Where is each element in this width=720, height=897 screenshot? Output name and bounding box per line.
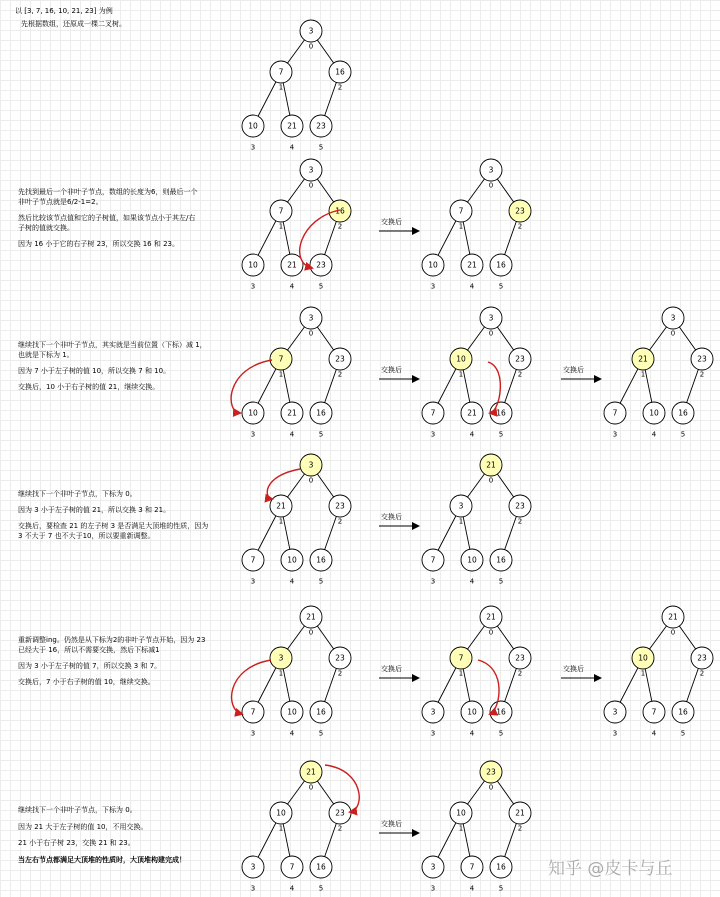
tree-edge	[645, 370, 652, 402]
tree-edge	[620, 369, 638, 403]
node-value: 16	[496, 555, 506, 565]
node-value: 3	[430, 862, 436, 872]
node-value: 23	[316, 260, 326, 270]
node-index-label: 1	[458, 517, 464, 526]
node-index-label: 0	[670, 329, 676, 338]
tree-edge	[497, 626, 513, 649]
tree-edge	[505, 221, 517, 254]
tree-edge	[467, 179, 484, 202]
node-index-label: 3	[430, 430, 436, 439]
section-1-tree-0	[242, 307, 351, 439]
tree-edge	[325, 82, 337, 115]
node-value: 7	[278, 206, 284, 216]
tree-edge	[687, 369, 699, 402]
tree-edge	[317, 626, 333, 649]
tree-edge	[258, 516, 276, 550]
node-value: 7	[651, 707, 657, 717]
node-value: 3	[278, 653, 284, 663]
node-index-label: 2	[517, 824, 523, 833]
node-value: 7	[278, 67, 284, 77]
section-3-tree-1	[422, 606, 531, 738]
node-value: 3	[308, 460, 314, 470]
node-value: 23	[335, 653, 345, 663]
node-value: 10	[467, 707, 477, 717]
node-index-label: 2	[337, 222, 343, 231]
node-index-label: 0	[308, 476, 314, 485]
node-value: 10	[276, 808, 286, 818]
tree-edge	[497, 327, 513, 350]
node-index-label: 2	[337, 517, 343, 526]
node-index-label: 0	[488, 476, 494, 485]
section-note: 当左右节点都满足大顶堆的性质时，大顶堆构建完成！	[18, 856, 186, 864]
node-value: 3	[488, 313, 494, 323]
swap-label: 交换后	[381, 366, 402, 374]
node-value: 7	[289, 862, 295, 872]
node-value: 7	[250, 707, 256, 717]
swap-label: 交换后	[381, 820, 402, 828]
node-index-label: 1	[278, 669, 284, 678]
node-index-label: 4	[651, 430, 657, 439]
node-index-label: 2	[699, 370, 705, 379]
node-value: 3	[308, 26, 314, 36]
section-note: 因为 21 大于左子树的值 10，不用交换。	[18, 823, 148, 831]
node-value: 3	[670, 313, 676, 323]
node-index-label: 1	[458, 370, 464, 379]
node-value: 23	[335, 808, 345, 818]
node-index-label: 0	[308, 628, 314, 637]
section-note: 21 小于右子树 23，交换 21 和 23。	[18, 839, 135, 847]
section-1-tree-1	[422, 307, 531, 439]
section-2-tree-0	[242, 454, 351, 586]
node-index-label: 1	[640, 370, 646, 379]
tree-edge	[317, 40, 333, 63]
tree-edge	[467, 474, 484, 497]
swap-arrow-0-a	[379, 217, 419, 231]
node-value: 21	[486, 612, 496, 622]
node-value: 7	[430, 408, 436, 418]
tree-edge	[645, 669, 652, 701]
section-note: 已经大于 16，所以不需要交换，然后下标减1	[18, 646, 160, 654]
tree-edge	[620, 668, 638, 702]
node-index-label: 4	[469, 577, 475, 586]
node-index-label: 3	[430, 729, 436, 738]
node-value: 21	[306, 612, 316, 622]
node-value: 21	[276, 501, 286, 511]
node-index-label: 1	[278, 222, 284, 231]
node-index-label: 0	[308, 42, 314, 51]
node-value: 23	[515, 501, 525, 511]
node-index-label: 3	[250, 884, 256, 893]
node-index-label: 2	[517, 669, 523, 678]
node-index-label: 3	[250, 577, 256, 586]
zhihu-watermark: 知乎 @皮卡与丘	[548, 859, 673, 879]
tree-edge	[325, 516, 337, 549]
tree-edge	[438, 668, 456, 702]
section-note: 交换后，要检查 21 的左子树 3 是否满足大顶堆的性质，因为	[18, 522, 209, 530]
node-value: 10	[456, 808, 466, 818]
node-index-label: 5	[680, 729, 686, 738]
node-index-label: 1	[278, 517, 284, 526]
node-value: 3	[250, 862, 256, 872]
node-value: 23	[486, 767, 496, 777]
tree-edge	[283, 824, 290, 856]
tree-edge	[463, 517, 470, 549]
node-value: 16	[678, 408, 688, 418]
node-value: 3	[488, 165, 494, 175]
node-value: 3	[308, 165, 314, 175]
node-value: 16	[335, 206, 345, 216]
tree-edge	[679, 327, 695, 350]
intro-tree	[242, 20, 351, 152]
node-value: 21	[306, 767, 316, 777]
node-value: 21	[467, 408, 477, 418]
node-value: 7	[250, 555, 256, 565]
node-value: 3	[612, 707, 618, 717]
node-index-label: 5	[318, 729, 324, 738]
node-value: 7	[458, 653, 464, 663]
node-index-label: 1	[278, 370, 284, 379]
node-index-label: 3	[612, 729, 618, 738]
node-value: 16	[496, 408, 506, 418]
node-value: 10	[428, 260, 438, 270]
node-index-label: 2	[517, 517, 523, 526]
node-value: 23	[335, 501, 345, 511]
node-value: 21	[638, 354, 648, 364]
node-index-label: 3	[430, 577, 436, 586]
tree-edge	[463, 824, 470, 856]
node-index-label: 0	[308, 181, 314, 190]
node-index-label: 5	[318, 143, 324, 152]
node-index-label: 4	[651, 729, 657, 738]
tree-edge	[287, 179, 304, 202]
tree-edge	[317, 179, 333, 202]
page-title: 以 [3, 7, 16, 10, 21, 23] 为例	[15, 7, 113, 15]
tree-edge	[283, 517, 290, 549]
section-note: 交换后，10 小于右子树的值 21，继续交换。	[18, 383, 160, 391]
node-index-label: 3	[430, 884, 436, 893]
node-index-label: 4	[289, 282, 295, 291]
node-index-label: 2	[699, 669, 705, 678]
tree-edge	[325, 823, 337, 856]
node-value: 16	[316, 555, 326, 565]
tree-edge	[258, 668, 276, 702]
node-index-label: 2	[517, 370, 523, 379]
node-index-label: 4	[289, 577, 295, 586]
tree-edge	[505, 369, 517, 402]
node-index-label: 3	[250, 282, 256, 291]
node-index-label: 5	[498, 577, 504, 586]
tree-edge	[317, 474, 333, 497]
tree-edge	[467, 781, 484, 804]
tree-edge	[497, 179, 513, 202]
node-value: 16	[496, 707, 506, 717]
swap-label: 交换后	[381, 513, 402, 521]
tree-edge	[505, 516, 517, 549]
node-index-label: 5	[498, 729, 504, 738]
node-value: 10	[638, 653, 648, 663]
section-note: 因为 3 小于左子树的值 21，所以交换 3 和 21。	[18, 506, 171, 514]
section-note: 因为 7 小于左子树的值 10，所以交换 7 和 10。	[18, 367, 171, 375]
page-subtitle: 先根据数组，还原成一棵二叉树。	[21, 20, 126, 28]
tree-edge	[283, 83, 290, 115]
tree-edge	[287, 327, 304, 350]
node-value: 23	[316, 121, 326, 131]
node-value: 21	[287, 121, 297, 131]
node-index-label: 5	[498, 282, 504, 291]
node-index-label: 5	[318, 282, 324, 291]
node-value: 7	[278, 354, 284, 364]
node-index-label: 5	[498, 884, 504, 893]
node-index-label: 4	[289, 884, 295, 893]
tree-edge	[505, 668, 517, 701]
node-value: 16	[496, 862, 506, 872]
node-value: 7	[612, 408, 618, 418]
tree-edge	[649, 626, 666, 649]
tree-edge	[283, 370, 290, 402]
section-3-tree-2	[604, 606, 713, 738]
tree-edge	[505, 823, 517, 856]
node-index-label: 4	[469, 282, 475, 291]
node-value: 3	[430, 707, 436, 717]
node-index-label: 1	[278, 824, 284, 833]
node-index-label: 1	[458, 669, 464, 678]
node-index-label: 1	[278, 83, 284, 92]
node-index-label: 2	[337, 83, 343, 92]
node-value: 16	[316, 862, 326, 872]
node-value: 23	[515, 354, 525, 364]
swap-arrow-3-b	[561, 664, 601, 678]
node-value: 23	[697, 354, 707, 364]
node-value: 10	[287, 707, 297, 717]
node-value: 10	[467, 555, 477, 565]
node-value: 16	[335, 67, 345, 77]
tree-edge	[258, 221, 276, 255]
tree-edge	[467, 626, 484, 649]
node-index-label: 0	[488, 628, 494, 637]
section-note: 非叶子节点就是6/2-1=2。	[18, 198, 103, 206]
node-index-label: 3	[612, 430, 618, 439]
tree-edge	[258, 823, 276, 857]
section-note: 子树的值就交换。	[18, 224, 74, 232]
node-index-label: 2	[337, 370, 343, 379]
swap-label: 交换后	[381, 218, 402, 226]
node-value: 7	[458, 206, 464, 216]
swap-arrow-3-21	[267, 469, 300, 499]
node-index-label: 0	[670, 628, 676, 637]
tree-edge	[463, 370, 470, 402]
node-value: 10	[248, 260, 258, 270]
tree-edge	[325, 668, 337, 701]
section-note: 因为 3 小于左子树的值 7，所以交换 3 和 7。	[18, 662, 162, 670]
node-index-label: 0	[308, 783, 314, 792]
node-index-label: 2	[337, 669, 343, 678]
tree-edge	[497, 474, 513, 497]
section-2-tree-1	[422, 454, 531, 586]
section-note: 3 不大于 7 也不大于10，所以要重新调整。	[18, 532, 155, 540]
node-value: 16	[678, 707, 688, 717]
swap-label: 交换后	[563, 366, 584, 374]
node-index-label: 2	[337, 824, 343, 833]
node-value: 7	[430, 555, 436, 565]
section-3-tree-0	[242, 606, 351, 738]
node-index-label: 3	[250, 430, 256, 439]
tree-edge	[687, 668, 699, 701]
node-index-label: 4	[469, 729, 475, 738]
node-index-label: 3	[250, 729, 256, 738]
tree-edge	[283, 669, 290, 701]
section-note: 因为 16 小于它的右子树 23，所以交换 16 和 23。	[18, 240, 179, 248]
section-note: 也就是下标为 1。	[18, 351, 74, 359]
tree-edge	[287, 626, 304, 649]
node-index-label: 2	[517, 222, 523, 231]
node-value: 10	[287, 555, 297, 565]
swap-arrow-2-a	[379, 512, 419, 526]
swap-arrow-1-a	[379, 365, 419, 379]
node-index-label: 5	[318, 430, 324, 439]
node-index-label: 4	[289, 430, 295, 439]
swap-arrow-1-b	[561, 365, 601, 379]
node-index-label: 5	[318, 884, 324, 893]
node-index-label: 1	[458, 222, 464, 231]
swap-arrow-4-a	[379, 819, 419, 833]
tree-edge	[258, 369, 276, 403]
tree-edge	[463, 222, 470, 254]
section-note: 交换后，7 小于右子树的值 10，继续交换。	[18, 678, 155, 686]
section-4-tree-1	[422, 761, 531, 893]
node-index-label: 0	[308, 329, 314, 338]
node-index-label: 0	[488, 329, 494, 338]
section-0-tree-1	[422, 159, 531, 291]
tree-edge	[317, 781, 333, 804]
node-value: 10	[248, 408, 258, 418]
swap-label: 交换后	[381, 665, 402, 673]
tree-edge	[287, 781, 304, 804]
node-index-label: 4	[289, 143, 295, 152]
tree-edge	[287, 474, 304, 497]
node-value: 23	[515, 206, 525, 216]
node-value: 21	[287, 260, 297, 270]
tree-edge	[325, 221, 337, 254]
tree-edge	[649, 327, 666, 350]
node-index-label: 5	[318, 577, 324, 586]
node-value: 21	[515, 808, 525, 818]
section-1-tree-2	[604, 307, 713, 439]
node-value: 21	[467, 260, 477, 270]
tree-edge	[438, 369, 456, 403]
node-value: 10	[456, 354, 466, 364]
tree-edge	[258, 82, 276, 116]
node-value: 3	[308, 313, 314, 323]
node-value: 23	[697, 653, 707, 663]
node-index-label: 0	[488, 783, 494, 792]
section-note: 继续找下一个非叶子节点，其实就是当前位置（下标）减 1，	[18, 341, 207, 349]
tree-edge	[438, 823, 456, 857]
node-index-label: 1	[458, 824, 464, 833]
swap-label: 交换后	[563, 665, 584, 673]
node-index-label: 5	[498, 430, 504, 439]
node-value: 3	[458, 501, 464, 511]
section-note: 继续找下一个非叶子节点，下标为 0。	[18, 806, 137, 814]
node-value: 10	[248, 121, 258, 131]
tree-edge	[283, 222, 290, 254]
node-value: 7	[469, 862, 475, 872]
section-0-tree-0	[242, 159, 351, 291]
section-note: 然后比较该节点值和它的子树值，如果该节点小于其左/右	[18, 214, 196, 222]
node-value: 21	[287, 408, 297, 418]
node-value: 21	[486, 460, 496, 470]
node-value: 16	[316, 707, 326, 717]
node-value: 21	[668, 612, 678, 622]
node-index-label: 5	[680, 430, 686, 439]
node-index-label: 4	[289, 729, 295, 738]
tree-edge	[325, 369, 337, 402]
node-value: 16	[316, 408, 326, 418]
section-note: 先找到最后一个非叶子节点，数组的长度为6，则最后一个	[18, 188, 198, 196]
tree-edge	[497, 781, 513, 804]
node-index-label: 3	[250, 143, 256, 152]
section-note: 重新调整ing。仍然是从下标为2的非叶子节点开始，因为 23	[18, 636, 206, 644]
tree-edge	[679, 626, 695, 649]
tree-edge	[438, 221, 456, 255]
tree-edge	[438, 516, 456, 550]
node-index-label: 3	[430, 282, 436, 291]
node-index-label: 4	[469, 430, 475, 439]
node-value: 23	[335, 354, 345, 364]
tree-edge	[287, 40, 304, 63]
section-4-tree-0	[242, 761, 351, 893]
tree-edge	[317, 327, 333, 350]
tree-edge	[463, 669, 470, 701]
tree-edge	[467, 327, 484, 350]
node-value: 16	[496, 260, 506, 270]
swap-arrow-3-a	[379, 664, 419, 678]
node-index-label: 0	[488, 181, 494, 190]
node-value: 10	[649, 408, 659, 418]
node-index-label: 4	[469, 884, 475, 893]
node-index-label: 1	[640, 669, 646, 678]
section-note: 继续找下一个非叶子节点，下标为 0。	[18, 490, 137, 498]
node-value: 23	[515, 653, 525, 663]
